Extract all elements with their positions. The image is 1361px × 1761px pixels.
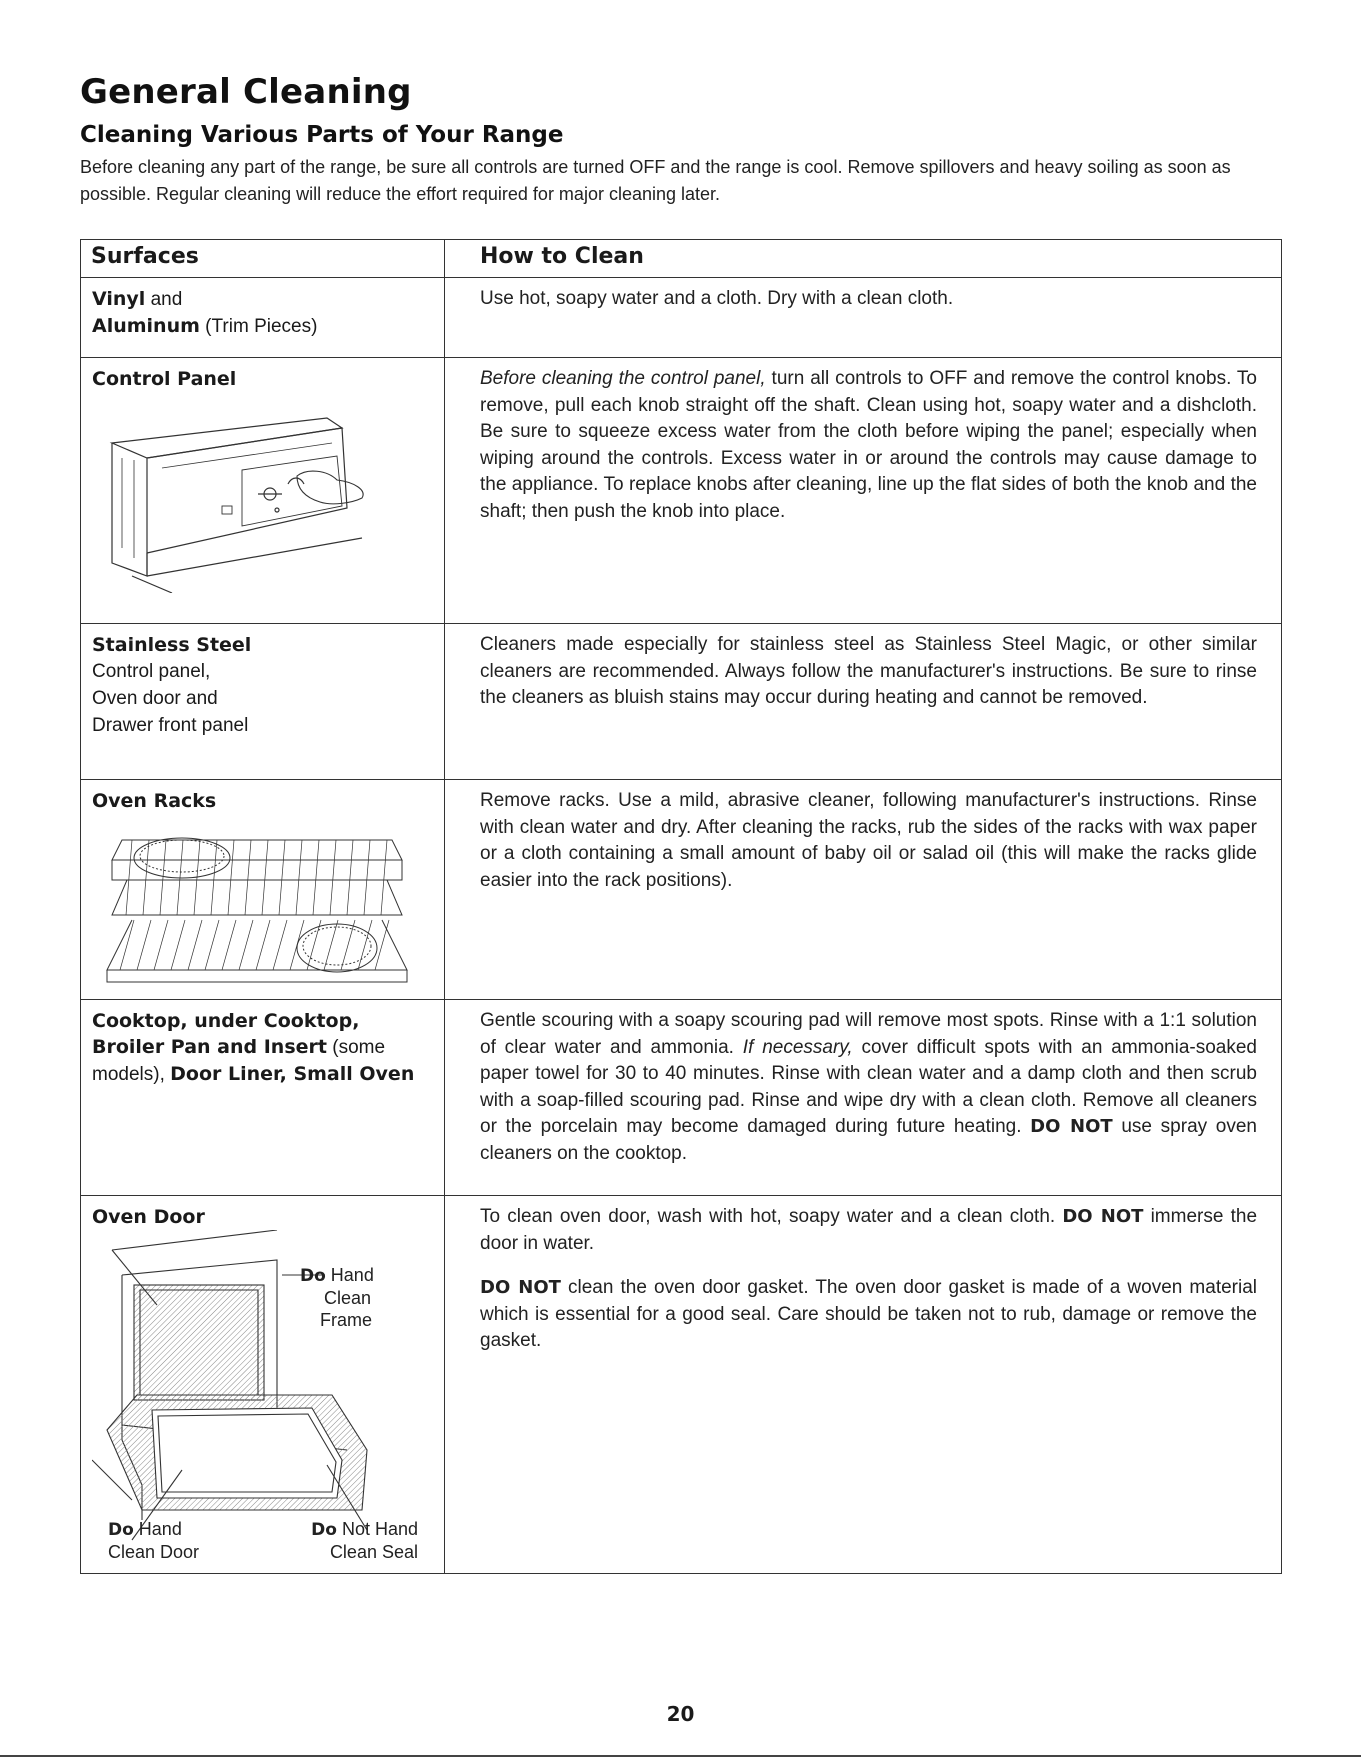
instructions-text — [480, 366, 1257, 525]
surface-label: Vinyl — [92, 288, 146, 310]
instructions-text: Use hot, soapy water and a cloth. Dry with a clean cloth. — [480, 288, 954, 309]
surface-cell — [81, 1000, 445, 1196]
callout-emphasis: Do — [300, 1266, 326, 1286]
callout-seal — [278, 1518, 418, 1563]
instructions-body: Gentle scouring with a soapy scouring pad will remove most spots. Rinse with a 1:1 solution of clear water and ammonia. — [480, 1010, 1257, 1058]
surface-label-suffix: (Trim Pieces) — [199, 316, 318, 337]
callout-text: Clean Seal — [329, 1542, 418, 1562]
section-title: Cleaning Various Parts of Your Range — [80, 122, 564, 148]
page-title: General Cleaning — [80, 72, 412, 112]
instructions-body: clean the oven door gasket. The oven door gasket is made of a woven material which is essential for a good seal. Care should be taken not to rub, damage or remove the gasket. — [480, 1277, 1257, 1351]
table-row — [81, 1196, 1282, 1574]
callout-text: Frame — [320, 1310, 373, 1330]
surface-label: Control Panel — [92, 368, 237, 390]
instructions-cell — [445, 278, 1282, 358]
header-surfaces: Surfaces — [81, 240, 445, 278]
callout-text: Hand — [133, 1519, 182, 1539]
surface-label: Stainless Steel — [92, 634, 252, 656]
surface-label: Broiler Pan and Insert — [92, 1036, 327, 1058]
instructions-body: use spray oven cleaners on the cooktop. — [480, 1116, 1257, 1164]
table-row — [81, 358, 1282, 624]
surface-label: Oven Door — [92, 1206, 205, 1228]
instructions-italic: If necessary, — [742, 1036, 853, 1058]
callout-door — [108, 1518, 199, 1563]
callout-emphasis: Do — [311, 1520, 337, 1540]
surface-label: Cooktop, under Cooktop, — [92, 1010, 360, 1032]
instructions-text: Remove racks. Use a mild, abrasive cleaner, following manufacturer's instructions. Rinse with clean water and dry. After cleaning the racks, rub the sides of the racks with wax paper or a cloth containing a small amount of baby oil or salad oil (this will make the racks glide easier into the rack positions). — [480, 790, 1257, 891]
surface-label-suffix: and — [145, 289, 183, 310]
surface-label: Oven Racks — [92, 790, 217, 812]
instructions-body: immerse the door in water. — [480, 1206, 1258, 1254]
page-number: 20 — [666, 1702, 695, 1726]
callout-text: Clean Door — [108, 1542, 200, 1562]
table-row — [81, 1000, 1282, 1196]
instructions-warning: DO NOT — [1030, 1116, 1113, 1137]
surface-label: Door Liner, Small Oven — [170, 1063, 415, 1085]
surface-sub-label: Control panel, — [92, 661, 211, 682]
surface-cell — [81, 278, 445, 358]
instructions-text — [480, 1275, 1257, 1355]
callout-emphasis: Do — [108, 1520, 134, 1540]
instructions-cell — [445, 624, 1282, 780]
surface-cell — [81, 1196, 445, 1574]
instructions-warning: DO NOT — [480, 1277, 561, 1298]
oven-door-illustration — [92, 1230, 422, 1560]
instructions-body: turn all controls to OFF and remove the control knobs. To remove, pull each knob straight off the shaft. Clean using hot, soapy water and a dishcloth. Be sure to squeeze excess water from the cloth before wiping the panel; especially when wiping around the controls. Excess water in or around the controls may cause damage to the appliance. To replace knobs after cleaning, line up the flat sides of both the knob and the shaft; then push the knob into place. — [480, 368, 1257, 522]
callout-text: Clean — [324, 1288, 372, 1308]
surface-sub-label: Drawer front panel — [92, 715, 249, 736]
surface-sub-label: Oven door and — [92, 688, 218, 709]
table-row — [81, 278, 1282, 358]
table-row — [81, 624, 1282, 780]
instructions-body: cover difficult spots with an ammonia-soaked paper towel for 30 to 40 minutes. Rinse with clean water and a damp cloth and then scrub with a soap-filled scouring pad. Rinse and wipe dry with a clean cloth. Remove all cleaners or the porcelain may become damaged during future heating. — [480, 1036, 1257, 1137]
surface-cell — [81, 624, 445, 780]
instructions-cell — [445, 1196, 1282, 1574]
instructions-italic: Before cleaning the control panel, — [480, 368, 766, 389]
instructions-cell — [445, 358, 1282, 624]
oven-racks-illustration — [92, 820, 412, 985]
instructions-text: Cleaners made especially for stainless steel as Stainless Steel Magic, or other similar cleaners are recommended. Always follow the manufacturer's instructions. Be sure to rinse the cleaners as bluish stains may occur during heating and cannot be removed. — [480, 634, 1257, 708]
table-row — [81, 780, 1282, 1000]
surface-cell — [81, 780, 445, 1000]
instructions-body: To clean oven door, wash with hot, soapy water and a clean cloth. — [480, 1206, 1063, 1227]
bottom-rule — [0, 1755, 1361, 1757]
surface-label-suffix: (some models), — [92, 1037, 386, 1085]
instructions-cell — [445, 780, 1282, 1000]
instructions-text — [480, 1204, 1257, 1257]
callout-text: Hand — [325, 1265, 374, 1285]
instructions-text — [480, 1008, 1257, 1167]
header-how-to-clean: How to Clean — [445, 240, 1282, 278]
callout-text: Not Hand — [336, 1519, 418, 1539]
surface-cell — [81, 358, 445, 624]
cleaning-table — [80, 239, 1282, 1574]
intro-paragraph: Before cleaning any part of the range, be sure all controls are turned OFF and the range is cool. Remove spillovers and heavy soiling as soon as possible. Regular cleaning will reduce the effort required for major cleaning later. — [80, 157, 1231, 204]
callout-frame — [300, 1264, 374, 1331]
control-panel-illustration — [92, 398, 392, 593]
instructions-cell — [445, 1000, 1282, 1196]
surface-label: Aluminum — [92, 315, 200, 337]
table-header-row — [81, 240, 1282, 278]
instructions-warning: DO NOT — [1062, 1206, 1144, 1227]
